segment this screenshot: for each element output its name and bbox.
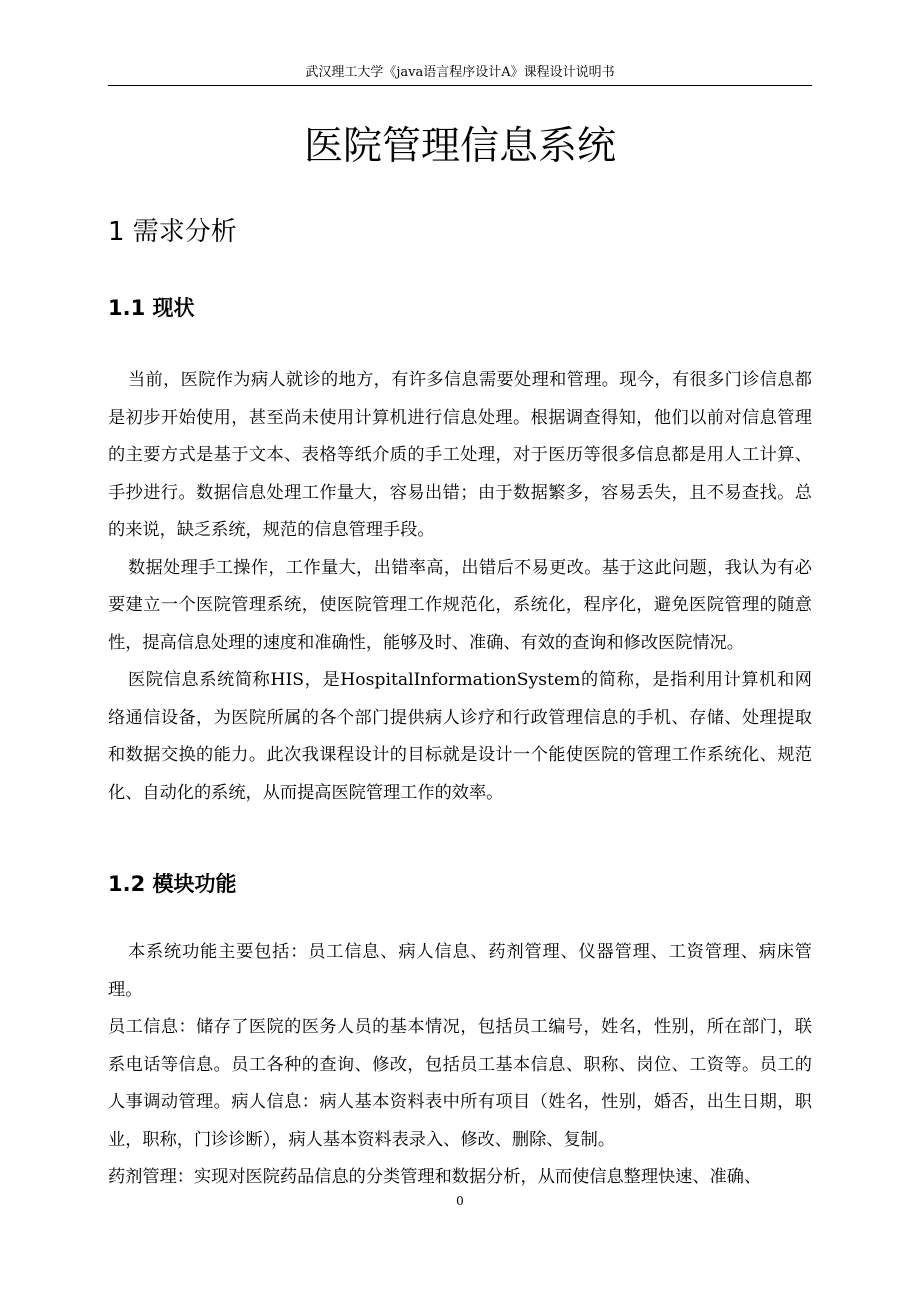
modules-paragraph-3: 药剂管理：实现对医院药品信息的分类管理和数据分析，从而使信息整理快速、准确、 <box>108 1167 762 1187</box>
subsection-heading-status: 1.1 现状 <box>108 296 195 320</box>
header-rule <box>108 85 812 86</box>
status-paragraph-1: 当前，医院作为病人就诊的地方，有许多信息需要处理和管理。现今，有很多门诊信息都是初步开始使用，甚至尚未使用计算机进行信息处理。根据调查得知，他们以前对信息管理的主要方式是基于文本、表格等纸介质的手工处理，对于医历等很多信息都是用人工计算、手抄进行。数据信息处理工作量大，容易出错；由于数据繁多，容易丢失，且不易查找。总的来说，缺乏系统，规范的信息管理手段。 <box>108 370 812 540</box>
status-body <box>108 362 812 812</box>
modules-body <box>108 934 812 1197</box>
status-paragraph-3: 医院信息系统简称HIS，是HospitalInformationSystem的简称，是指利用计算机和网络通信设备，为医院所属的各个部门提供病人诊疗和行政管理信息的手机、存储、处理提取和数据交换的能力。此次我课程设计的目标就是设计一个能使医院的管理工作系统化、规范化、自动化的系统，从而提高医院管理工作的效率。 <box>108 670 812 803</box>
status-paragraph-2: 数据处理手工操作，工作量大，出错率高，出错后不易更改。基于这此问题，我认为有必要建立一个医院管理系统，使医院管理工作规范化，系统化，程序化，避免医院管理的随意性，提高信息处理的速度和准确性，能够及时、准确、有效的查询和修改医院情况。 <box>108 557 812 653</box>
modules-paragraph-2: 员工信息：储存了医院的医务人员的基本情况，包括员工编号，姓名，性别，所在部门，联系电话等信息。员工各种的查询、修改，包括员工基本信息、职称、岗位、工资等。员工的人事调动管理。病人信息：病人基本资料表中所有项目（姓名，性别，婚否，出生日期，职业，职称，门诊诊断），病人基本资料表录入、修改、删除、复制。 <box>108 1017 812 1150</box>
page-number: 0 <box>456 1194 464 1208</box>
subsection-heading-modules: 1.2 模块功能 <box>108 872 237 896</box>
document-title: 医院管理信息系统 <box>303 124 616 169</box>
modules-paragraph-1: 本系统功能主要包括：员工信息、病人信息、药剂管理、仪器管理、工资管理、病床管理。 <box>108 942 812 1000</box>
header-text: 武汉理工大学《java语言程序设计A》课程设计说明书 <box>305 65 615 80</box>
section-heading-requirements: 1 需求分析 <box>108 217 237 247</box>
